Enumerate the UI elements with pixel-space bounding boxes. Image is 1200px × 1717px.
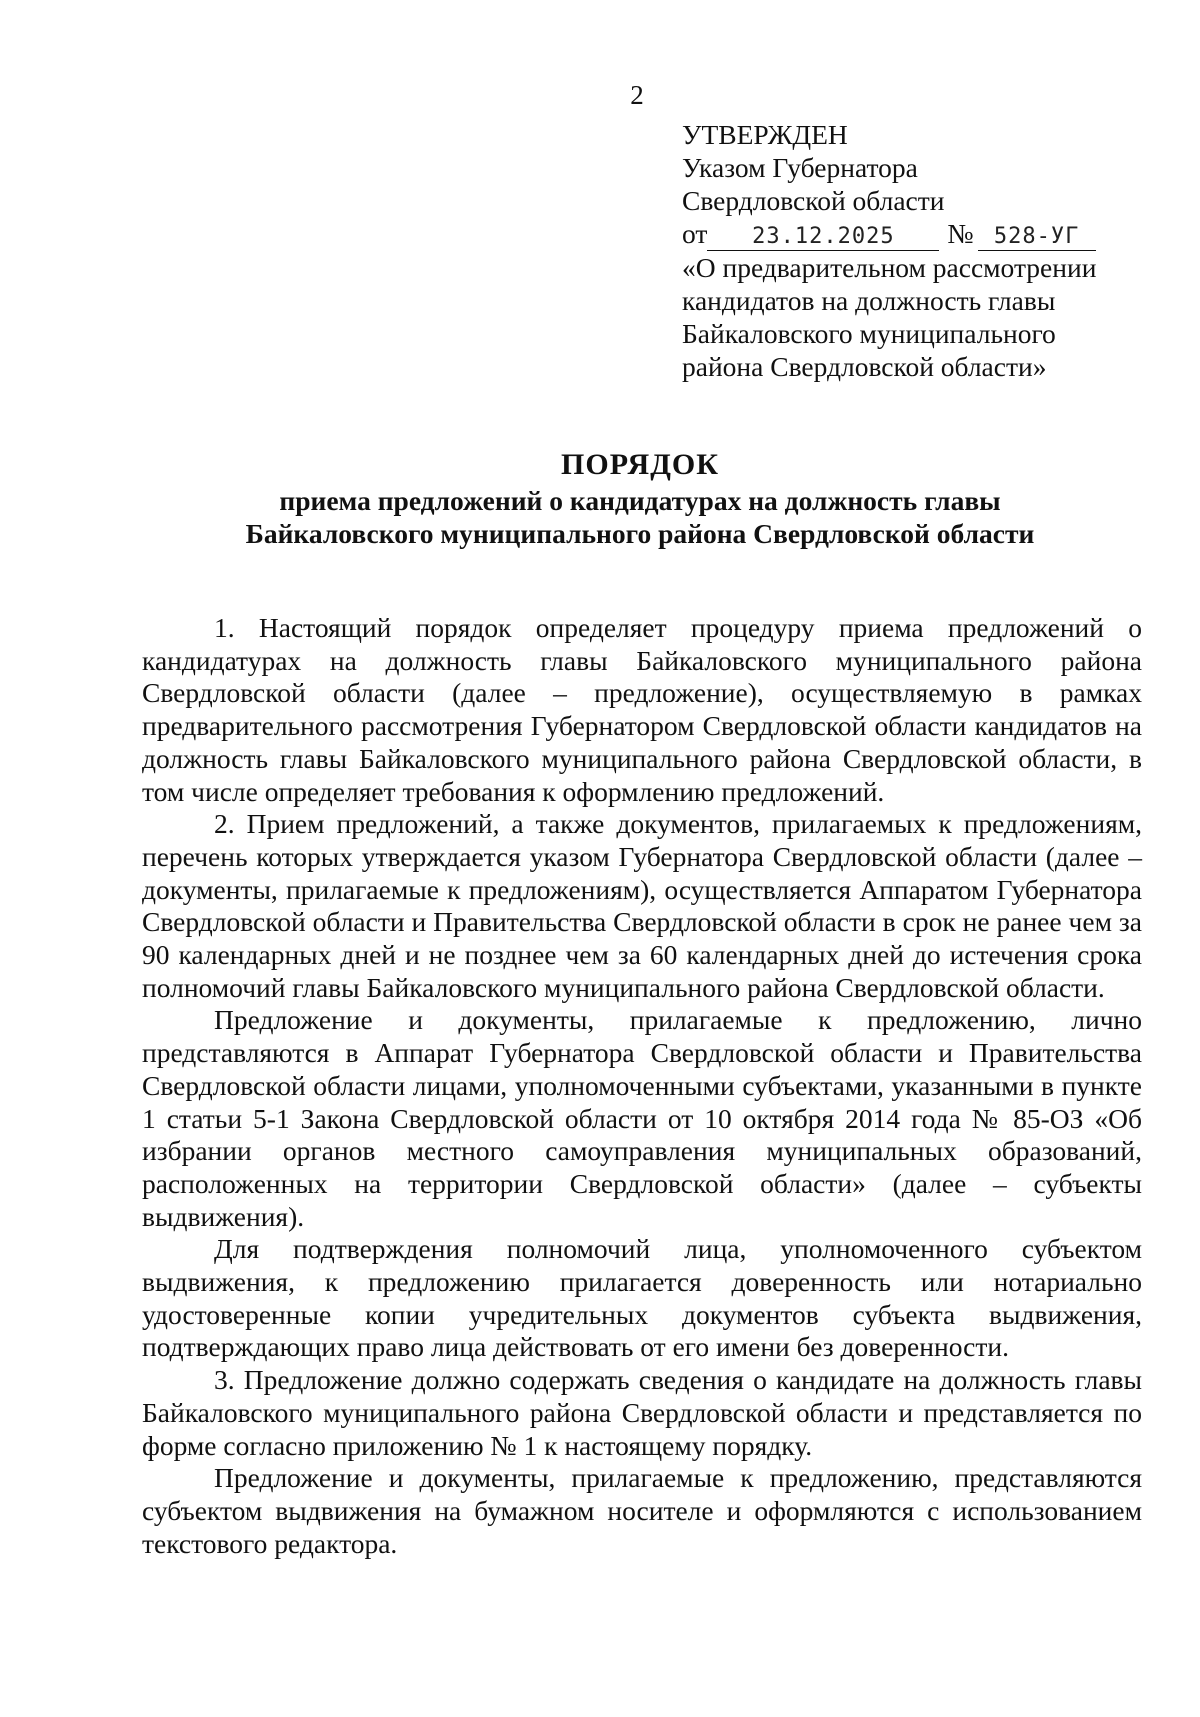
date-prefix: от (682, 218, 708, 249)
approval-subject-line: кандидатов на должность главы (682, 285, 1056, 316)
page-number: 2 (630, 80, 644, 110)
approval-subject-line: Байкаловского муниципального (682, 318, 1056, 349)
approval-date-number-row (682, 217, 1122, 251)
document-body (142, 612, 1142, 1560)
approval-subject-line: района Свердловской области» (682, 351, 1047, 382)
decree-number: 528-УГ (978, 224, 1096, 251)
body-paragraph: Предложение и документы, прилагаемые к предложению, представляются субъектом выдвижения на бумажном носителе и оформляются с использованием текстового редактора. (142, 1462, 1142, 1559)
body-paragraph: 1. Настоящий порядок определяет процедуру приема предложений о кандидатурах на должность главы Байкаловского муниципального района Свердловской области (далее – предложение), осуществляемую в рамках предварительного рассмотрения Губернатором Свердловской области кандидатов на должность главы Байкаловского муниципального района Свердловской области, в том числе определяет требования к оформлению предложений. (142, 612, 1142, 807)
document-heading: ПОРЯДОК (561, 448, 719, 481)
decree-date: 23.12.2025 (707, 224, 939, 251)
number-prefix: № (947, 218, 974, 249)
body-paragraph: Предложение и документы, прилагаемые к предложению, лично представляются в Аппарат Губернатора Свердловской области и Правительства Свердловской области лицами, уполномоченными субъектами, указанными в пункте 1 статьи 5-1 Закона Свердловской области от 10 октября 2014 года № 85-ОЗ «Об избрании органов местного самоуправления муниципальных образований, расположенных на территории Свердловской области» (далее – субъекты выдвижения). (142, 1004, 1142, 1232)
approval-stamp-block (682, 118, 1122, 383)
body-paragraph: Для подтверждения полномочий лица, уполномоченного субъектом выдвижения, к предложению прилагается доверенность или нотариально удостоверенные копии учредительных документов субъекта выдвижения, подтверждающих право лица действовать от его имени без доверенности. (142, 1233, 1142, 1363)
document-subtitle: приема предложений о кандидатурах на должность главы (279, 485, 1001, 516)
body-paragraph: 3. Предложение должно содержать сведения о кандидате на должность главы Байкаловского муниципального района Свердловской области и представляется по форме согласно приложению № 1 к настоящему порядку. (142, 1364, 1142, 1461)
approval-issuer-line: Свердловской области (682, 185, 945, 216)
approval-issuer-line: Указом Губернатора (682, 152, 918, 183)
approval-subject-line: «О предварительном рассмотрении (682, 252, 1097, 283)
body-paragraph: 2. Прием предложений, а также документов, прилагаемых к предложениям, перечень которых утверждается указом Губернатора Свердловской области (далее – документы, прилагаемые к предложениям), осуществляется Аппаратом Губернатора Свердловской области и Правительства Свердловской области в срок не ранее чем за 90 календарных дней и не позднее чем за 60 календарных дней до истечения срока полномочий главы Байкаловского муниципального района Свердловской области. (142, 808, 1142, 1003)
document-subtitle: Байкаловского муниципального района Свердловской области (245, 518, 1035, 549)
approval-status: УТВЕРЖДЕН (682, 119, 848, 150)
document-title-block (120, 446, 1160, 550)
